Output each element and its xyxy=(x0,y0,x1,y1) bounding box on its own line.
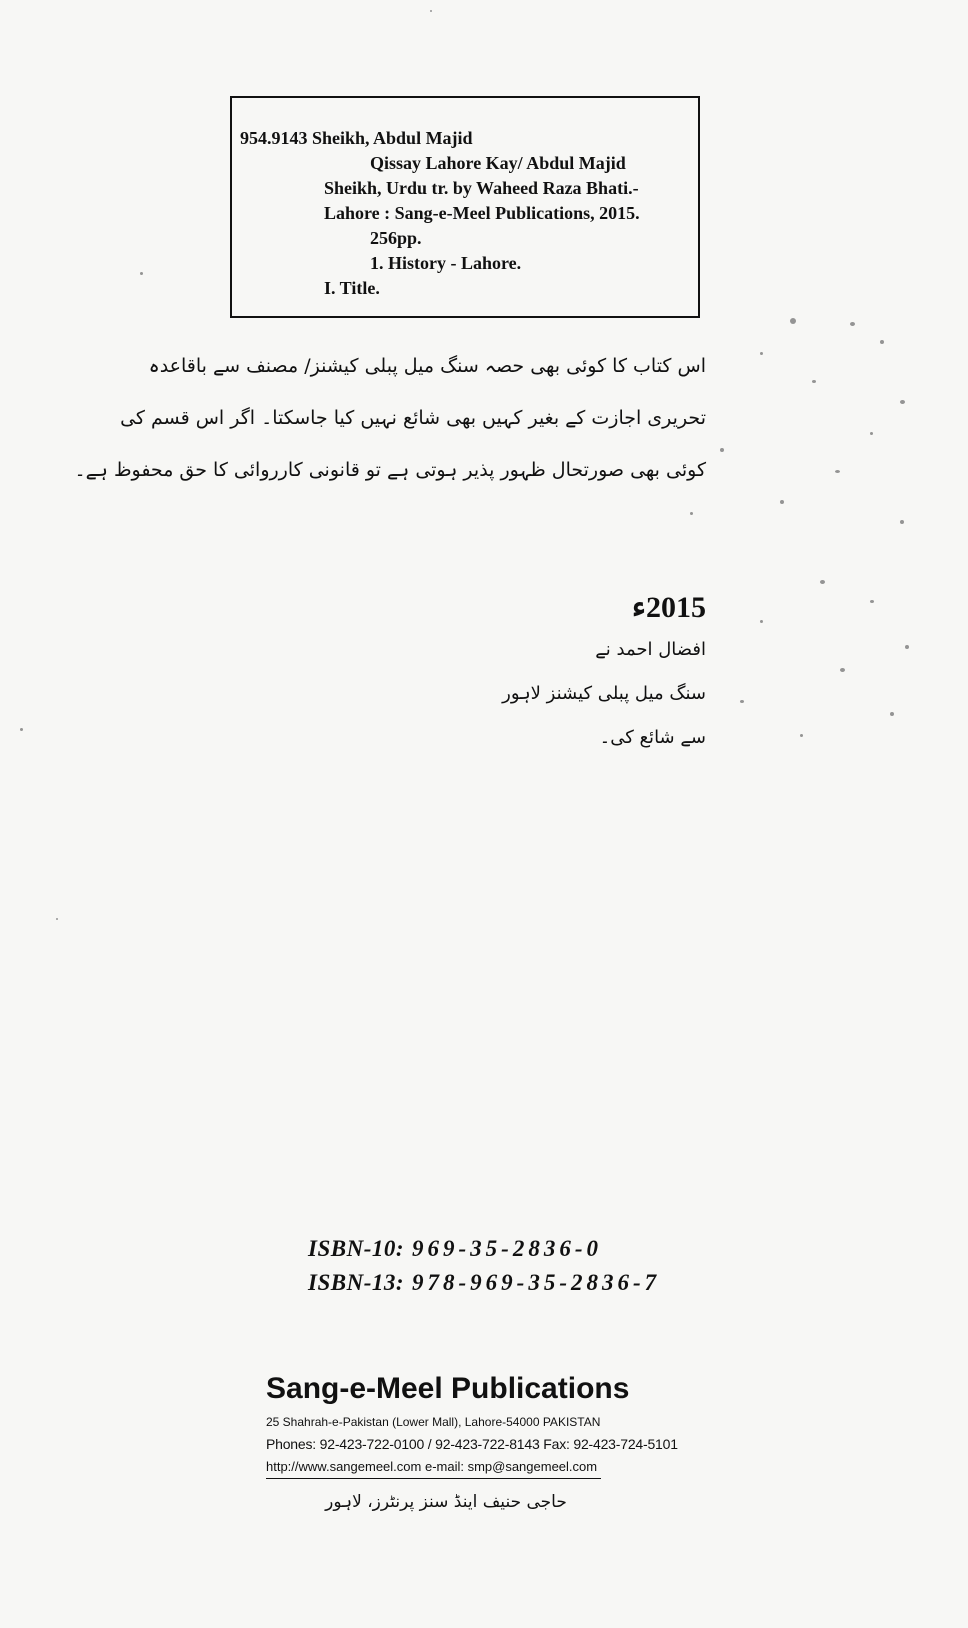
publisher-phones: Phones: 92-423-722-0100 / 92-423-722-8143 Fax: 92-423-724-5101 xyxy=(266,1436,678,1452)
catalog-line-7: I. Title. xyxy=(324,278,380,298)
isbn-13-value: 978-969-35-2836-7 xyxy=(412,1270,661,1295)
isbn-10 xyxy=(308,1232,660,1266)
catalog-line-6: 1. History - Lahore. xyxy=(370,253,522,273)
colophon-line-1: افضال احمد نے xyxy=(595,639,706,660)
publication-year: 2015ء xyxy=(631,591,706,624)
printer-name: حاجی حنیف اینڈ سنز پرنٹرز، لاہور xyxy=(325,1492,567,1512)
isbn-13-label: ISBN-13: xyxy=(308,1270,405,1295)
colophon-line-3: سے شائع کی۔ xyxy=(599,727,706,748)
isbn-13 xyxy=(308,1266,660,1300)
publisher-block xyxy=(266,1370,678,1519)
catalog-line-2: Qissay Lahore Kay/ Abdul Majid xyxy=(370,153,626,173)
notice-row-2: تحریری اجازت کے بغیر کہیں بھی شائع نہیں کیا جاسکتا۔ اگر اس قسم کی xyxy=(120,407,706,429)
publisher-web-email: http://www.sangemeel.com e-mail: smp@sangemeel.com xyxy=(266,1456,601,1479)
catalog-line-1: 954.9143 Sheikh, Abdul Majid xyxy=(240,128,473,148)
colophon xyxy=(440,588,706,760)
colophon-line-2: سنگ میل پبلی کیشنز لاہور xyxy=(502,683,706,704)
isbn-block xyxy=(308,1232,660,1300)
copyright-notice xyxy=(74,340,706,496)
catalog-line-3: Sheikh, Urdu tr. by Waheed Raza Bhati.- xyxy=(324,178,639,198)
notice-row-1: اس کتاب کا کوئی بھی حصہ سنگ میل پبلی کیشنز/ مصنف سے باقاعدہ xyxy=(148,355,706,377)
publisher-address: 25 Shahrah-e-Pakistan (Lower Mall), Lahore-54000 PAKISTAN xyxy=(266,1415,601,1429)
catalog-line-4: Lahore : Sang-e-Meel Publications, 2015. xyxy=(324,203,640,223)
isbn-10-label: ISBN-10: xyxy=(308,1236,405,1261)
catalog-record-box xyxy=(230,96,700,318)
isbn-10-value: 969-35-2836-0 xyxy=(412,1236,602,1261)
catalog-line-5: 256pp. xyxy=(370,228,422,248)
notice-row-3: کوئی بھی صورتحال ظہور پذیر ہوتی ہے تو قانونی کارروائی کا حق محفوظ ہے۔ xyxy=(74,459,706,481)
publisher-name: Sang-e-Meel Publications xyxy=(266,1372,630,1405)
